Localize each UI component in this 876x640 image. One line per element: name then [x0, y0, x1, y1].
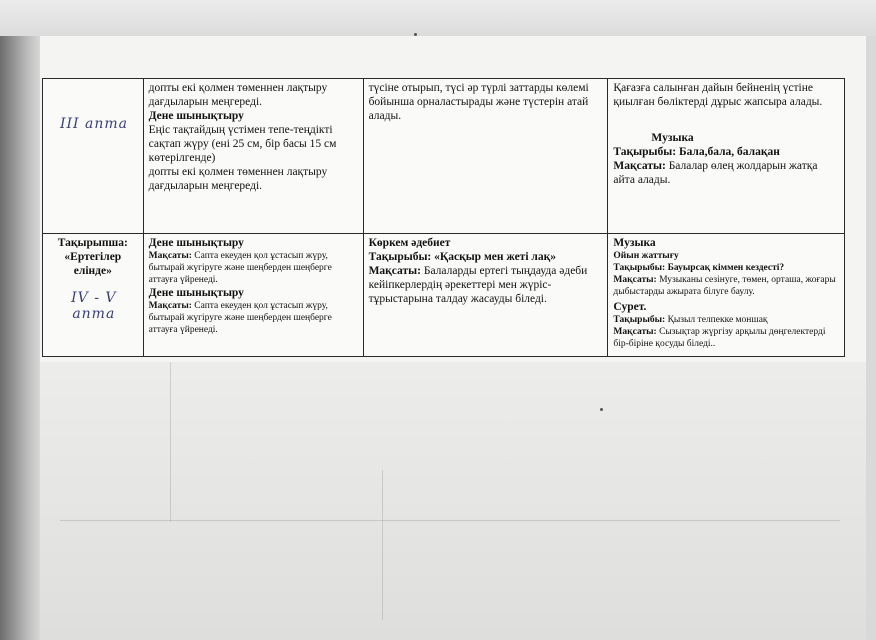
goal-label: Мақсаты:: [613, 160, 666, 172]
goal-label: Мақсаты:: [148, 301, 192, 311]
cell-text: допты екі қолмен төменнен лақтыру дағдыларын меңгереді.: [148, 166, 328, 192]
topic-value: Бауырсақ кіммен кездесті?: [665, 263, 785, 273]
cell-text: Еңіс тақтайдың үстімен тепе-теңдікті сақтап жүру (ені 25 см, бір басы 15 см көтерілгенде): [148, 124, 337, 164]
section-heading: Музыка: [651, 132, 694, 144]
cell-text: Қағазға салынған дайын бейненің үстіне қиылған бөліктерді дұрыс жапсыра алады.: [613, 82, 823, 108]
handwritten-note: III апта: [60, 116, 129, 132]
goal-value: Балаларды ертегі тыңдауда әдеби кейіпкерлердің әрекеттері мен жүріс-тұрыстарына талдау жасауды біледі.: [368, 265, 588, 305]
theme-label: Тақырыпша:: [57, 237, 128, 249]
section-heading: Дене шынықтыру: [148, 237, 244, 249]
literature-cell: [363, 234, 608, 357]
physical-education-cell: [143, 79, 363, 234]
cell-text: допты екі қолмен төменнен лақтыру дағдыларын меңгереді.: [148, 82, 328, 108]
handwritten-note: IV - V апта: [71, 290, 117, 322]
binder-shadow: [0, 36, 40, 640]
section-heading: Дене шынықтыру: [148, 110, 244, 122]
goal-value: Балалар өлең жолдарын жатқа айта алады.: [613, 160, 818, 186]
goal-value: Сызықтар жүргізу арқылы дөңгелектерді бір-біріне қосуды біледі..: [613, 327, 826, 349]
bleed-through-area: [40, 362, 866, 640]
goal-value: Музыканы сезінуге, төмен, орташа, жоғары дыбыстарды ажырата білуге баулу.: [613, 275, 836, 297]
bleed-line: [60, 520, 840, 521]
topic-value: «Қасқыр мен жеті лақ»: [431, 251, 556, 263]
goal-label: Мақсаты:: [613, 275, 657, 285]
section-heading: Сурет.: [613, 301, 647, 313]
topic-label: Тақырыбы:: [613, 146, 677, 158]
theme-cell: [43, 234, 144, 357]
scan-speck: [600, 408, 603, 411]
bleed-line: [170, 362, 171, 522]
subheading: Ойын жаттығу: [613, 251, 679, 261]
section-heading: Музыка: [613, 237, 656, 249]
bleed-line: [382, 470, 383, 620]
activity-cell: [363, 79, 608, 234]
lesson-plan-table: [42, 78, 845, 357]
topic-label: Тақырыбы:: [613, 263, 666, 273]
physical-education-cell: [143, 234, 363, 357]
goal-value: Сапта екеуден қол ұстасып жүру, бытырай жүгіруге және шеңберден шеңберге аттауға үйренеді.: [148, 301, 332, 335]
week-cell: [43, 79, 144, 234]
goal-label: Мақсаты:: [613, 327, 657, 337]
topic-value: Қызыл телпекке моншақ: [665, 315, 768, 325]
section-heading: Көркем әдебиет: [368, 237, 451, 249]
cell-text: түсіне отырып, түсі әр түрлі заттарды көлемі бойынша орналастырады және түстерін атай алады.: [368, 82, 589, 122]
table-row: [43, 234, 845, 357]
scan-top-strip: [0, 0, 876, 36]
topic-value: Бала,бала, балақан: [676, 146, 780, 158]
topic-label: Тақырыбы:: [368, 251, 432, 263]
section-heading: Дене шынықтыру: [148, 287, 244, 299]
goal-value: Сапта екеуден қол ұстасып жүру, бытырай жүгіруге және шеңберден шеңберге аттауға үйренеді.: [148, 251, 332, 285]
goal-label: Мақсаты:: [148, 251, 192, 261]
theme-value: «Ертегілер елінде»: [64, 251, 122, 277]
topic-label: Тақырыбы:: [613, 315, 666, 325]
scan-speck: [414, 33, 417, 36]
goal-label: Мақсаты:: [368, 265, 421, 277]
art-music-cell: [608, 79, 845, 234]
table-row: [43, 79, 845, 234]
music-drawing-cell: [608, 234, 845, 357]
